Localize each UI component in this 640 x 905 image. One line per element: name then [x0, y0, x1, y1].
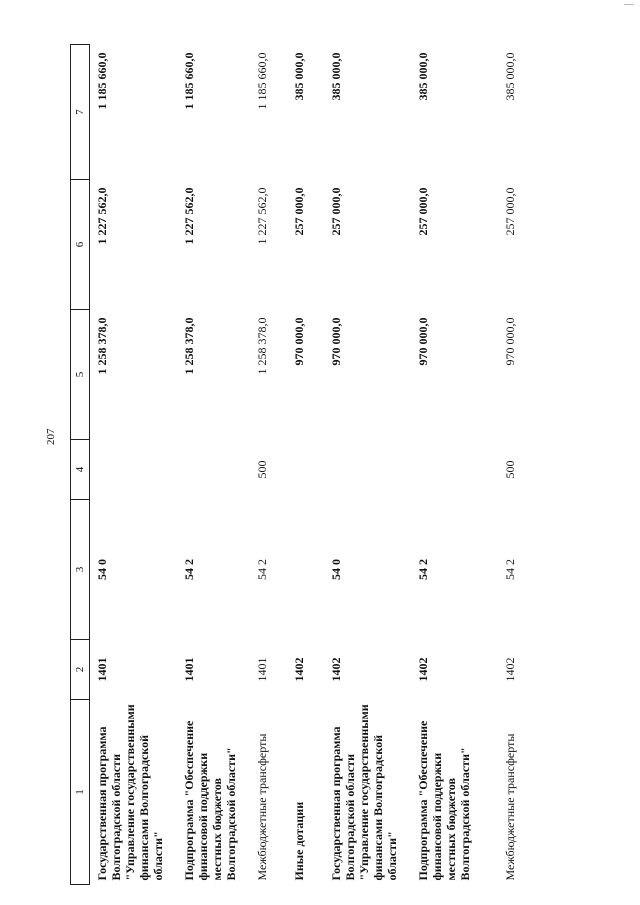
- row-expense-type: 500: [255, 460, 269, 479]
- header-col-3: 3: [71, 500, 90, 640]
- row-amount-col7: 385 000,0: [329, 52, 343, 101]
- row-name: Межбюджетные трансферты: [255, 733, 269, 881]
- table-row: [177, 45, 250, 885]
- row-name: Межбюджетные трансферты: [503, 733, 517, 881]
- row-section: 1402: [292, 657, 306, 682]
- row-expense-type: [177, 440, 250, 500]
- row-section: 1401: [182, 657, 196, 682]
- row-name: Подпрограмма "Обеспечение финансовой поддержки местных бюджетов Волгоградской области": [416, 720, 472, 881]
- page-number: 207: [45, 428, 57, 445]
- table-row: [498, 45, 535, 885]
- row-section: 1402: [329, 657, 343, 682]
- table-row: [324, 45, 411, 885]
- row-amount-col5: 1 258 378,0: [255, 317, 269, 375]
- row-amount-col5: 1 258 378,0: [95, 317, 109, 375]
- row-amount-col5: 1 258 378,0: [182, 317, 196, 375]
- row-amount-col7: 1 185 660,0: [95, 52, 109, 110]
- row-amount-col7: 1 185 660,0: [255, 52, 269, 110]
- row-expense-type: 500: [503, 460, 517, 479]
- row-amount-col6: 257 000,0: [503, 187, 517, 236]
- row-amount-col7: 385 000,0: [416, 52, 430, 101]
- row-expense-type: [287, 440, 324, 500]
- row-target: 54 2: [182, 559, 196, 580]
- scan-mark: [624, 4, 634, 5]
- row-name: Подпрограмма "Обеспечение финансовой поддержки местных бюджетов Волгоградской области": [182, 720, 238, 881]
- header-col-6: 6: [71, 180, 90, 310]
- row-target: 54 0: [95, 559, 109, 580]
- header-col-5: 5: [71, 310, 90, 440]
- row-section: 1402: [503, 657, 517, 682]
- header-col-4: 4: [71, 440, 90, 500]
- budget-table: [70, 44, 535, 885]
- row-amount-col6: 1 227 562,0: [95, 187, 109, 245]
- row-section: 1401: [95, 657, 109, 682]
- row-amount-col7: 385 000,0: [292, 52, 306, 101]
- table-row: [250, 45, 287, 885]
- table-row: [90, 45, 178, 885]
- row-section: 1401: [255, 657, 269, 682]
- row-expense-type: [90, 440, 178, 500]
- row-expense-type: [324, 440, 411, 500]
- header-col-1: 1: [71, 700, 90, 885]
- row-amount-col5: 970 000,0: [329, 317, 343, 366]
- row-name: Государственная программа Волгоградской области "Управление государственными финансами Волгоградской области": [95, 704, 165, 881]
- row-amount-col6: 1 227 562,0: [255, 187, 269, 245]
- row-target: 54 2: [255, 559, 269, 580]
- row-amount-col6: 257 000,0: [292, 187, 306, 236]
- row-target: [287, 500, 324, 640]
- row-name: Государственная программа Волгоградской области "Управление государственными финансами Волгоградской области": [329, 704, 399, 881]
- row-amount-col6: 257 000,0: [416, 187, 430, 236]
- row-amount-col7: 385 000,0: [503, 52, 517, 101]
- row-amount-col7: 1 185 660,0: [182, 52, 196, 110]
- row-section: 1402: [416, 657, 430, 682]
- header-row: [71, 45, 90, 885]
- row-target: 54 2: [416, 559, 430, 580]
- row-amount-col6: 1 227 562,0: [182, 187, 196, 245]
- rotated-table-container: [70, 45, 625, 885]
- row-target: 54 0: [329, 559, 343, 580]
- table-row: [287, 45, 324, 885]
- table-row: [411, 45, 498, 885]
- row-amount-col5: 970 000,0: [416, 317, 430, 366]
- row-amount-col6: 257 000,0: [329, 187, 343, 236]
- row-target: 54 2: [503, 559, 517, 580]
- header-col-2: 2: [71, 640, 90, 700]
- row-expense-type: [411, 440, 498, 500]
- row-amount-col5: 970 000,0: [292, 317, 306, 366]
- row-amount-col5: 970 000,0: [503, 317, 517, 366]
- row-name: Иные дотации: [292, 801, 306, 881]
- header-col-7: 7: [71, 45, 90, 180]
